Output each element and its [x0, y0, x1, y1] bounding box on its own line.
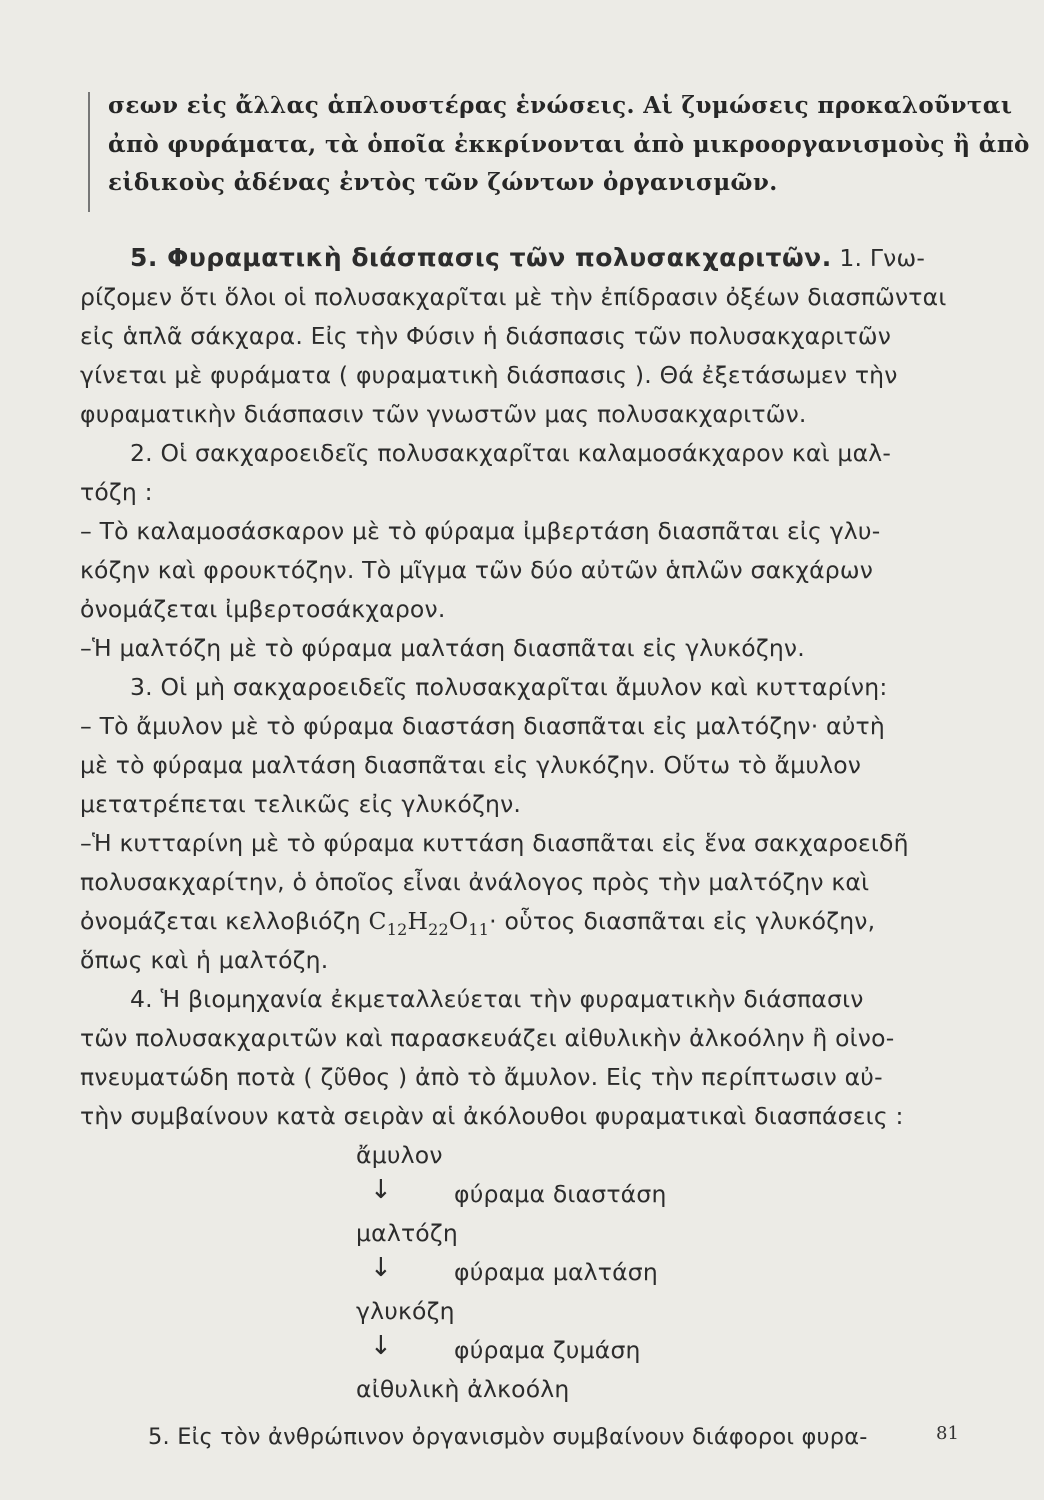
paragraph-line: –Ἡ μαλτόζη μὲ τὸ φύραμα μαλτάση διασπᾶται εἰς γλυκόζην.: [80, 634, 805, 662]
paragraph-line: μὲ τὸ φύραμα μαλτάση διασπᾶται εἰς γλυκόζην. Οὕτω τὸ ἄμυλον: [80, 751, 862, 779]
paragraph-line: κόζην καὶ φρουκτόζην. Τὸ μῖγμα τῶν δύο αὐτῶν ἁπλῶν σακχάρων: [80, 556, 874, 584]
formula-h: H: [407, 907, 429, 935]
scheme-enzyme-diastase: φύραμα διαστάση: [454, 1180, 667, 1208]
paragraph-line: ὅπως καὶ ἡ μαλτόζη.: [80, 946, 329, 974]
paragraph-line: γίνεται μὲ φυράματα ( φυραματικὴ διάσπασις ). Θά ἐξετάσωμεν τὴν: [80, 361, 898, 389]
formula-line: [80, 907, 875, 939]
formula-h-subscript: 22: [428, 920, 449, 939]
paragraph-line: 3. Οἱ μὴ σακχαροειδεῖς πολυσακχαρῖται ἄμυλον καὶ κυτταρίνη:: [130, 673, 888, 701]
paragraph-line: εἰς ἁπλᾶ σάκχαρα. Εἰς τὴν Φύσιν ἡ διάσπασις τῶν πολυσακχαριτῶν: [80, 322, 892, 350]
formula-line-text: ὀνομάζεται κελλοβιόζη: [80, 907, 369, 935]
scheme-enzyme-zymase: φύραμα ζυμάση: [454, 1336, 641, 1364]
scheme-enzyme-maltase: φύραμα μαλτάση: [454, 1258, 658, 1286]
formula-line-tail: · οὗτος διασπᾶται εἰς γλυκόζην,: [489, 907, 876, 935]
down-arrow-icon: ↓: [370, 1331, 392, 1361]
formula-o-subscript: 11: [468, 920, 490, 939]
section-heading-tail: 1. Γνω-: [831, 244, 926, 272]
paragraph-line: – Τὸ ἄμυλον μὲ τὸ φύραμα διαστάση διασπᾶται εἰς μαλτόζην· αὐτὴ: [80, 712, 885, 740]
scheme-step-maltose: μαλτόζη: [356, 1219, 458, 1247]
paragraph-line: φυραματικὴν διάσπασιν τῶν γνωστῶν μας πολυσακχαριτῶν.: [80, 400, 807, 428]
paragraph-line: μετατρέπεται τελικῶς εἰς γλυκόζην.: [80, 790, 522, 818]
paragraph-line: πνευματώδη ποτὰ ( ζῦθος ) ἀπὸ τὸ ἄμυλον. Εἰς τὴν περίπτωσιν αὐ-: [80, 1063, 883, 1091]
paragraph-line: ὀνομάζεται ἰμβερτοσάκχαρον.: [80, 595, 446, 623]
paragraph-line: – Τὸ καλαμοσάσκαρον μὲ τὸ φύραμα ἰμβερτάση διασπᾶται εἰς γλυ-: [80, 517, 881, 545]
section-heading: 5. Φυραματικὴ διάσπασις τῶν πολυσακχαριτῶν.: [130, 243, 832, 272]
intro-line-1: σεων εἰς ἄλλας ἁπλουστέρας ἑνώσεις. Αἱ ζυμώσεις προκαλοῦνται: [108, 92, 1013, 119]
paragraph-line: πολυσακχαρίτην, ὁ ὁποῖος εἶναι ἀνάλογος πρὸς τὴν μαλτόζην καὶ: [80, 868, 870, 896]
down-arrow-icon: ↓: [370, 1175, 392, 1205]
paragraph-line: 5. Εἰς τὸν ἀνθρώπινον ὀργανισμὸν συμβαίνουν διάφοροι φυρα-: [148, 1424, 868, 1450]
paragraph-line: 4. Ἡ βιομηχανία ἐκμεταλλεύεται τὴν φυραματικὴν διάσπασιν: [130, 985, 864, 1013]
scheme-step-starch: ἄμυλον: [356, 1141, 443, 1169]
paragraph-line: τὴν συμβαίνουν κατὰ σειρὰν αἱ ἀκόλουθοι φυραματικαὶ διασπάσεις :: [80, 1102, 904, 1130]
paragraph-line: 2. Οἱ σακχαροειδεῖς πολυσακχαρῖται καλαμοσάκχαρον καὶ μαλ-: [130, 439, 892, 467]
page-number: 81: [936, 1423, 959, 1444]
paragraph-line: τῶν πολυσακχαριτῶν καὶ παρασκευάζει αἰθυλικὴν ἀλκοόλην ἢ οἰνο-: [80, 1024, 895, 1052]
intro-line-2: ἀπὸ φυράματα, τὰ ὁποῖα ἐκκρίνονται ἀπὸ μικροοργανισμοὺς ἢ ἀπὸ: [108, 131, 1030, 158]
margin-bar: [88, 92, 90, 212]
formula-c-subscript: 12: [386, 920, 408, 939]
formula-c: C: [368, 907, 387, 935]
paragraph-line: τόζη :: [80, 478, 153, 506]
down-arrow-icon: ↓: [370, 1253, 392, 1283]
scheme-step-ethanol: αἰθυλικὴ ἀλκοόλη: [356, 1375, 570, 1403]
intro-line-3: εἰδικοὺς ἀδένας ἐντὸς τῶν ζώντων ὀργανισμῶν.: [108, 169, 778, 196]
section-heading-line: [130, 243, 925, 272]
formula-o: O: [448, 907, 469, 935]
scheme-step-glucose: γλυκόζη: [356, 1297, 455, 1325]
paragraph-line: ρίζομεν ὅτι ὅλοι οἱ πολυσακχαρῖται μὲ τὴν ἐπίδρασιν ὀξέων διασπῶνται: [80, 283, 947, 311]
paragraph-line: –Ἡ κυτταρίνη μὲ τὸ φύραμα κυττάση διασπᾶται εἰς ἕνα σακχαροειδῆ: [80, 829, 909, 857]
